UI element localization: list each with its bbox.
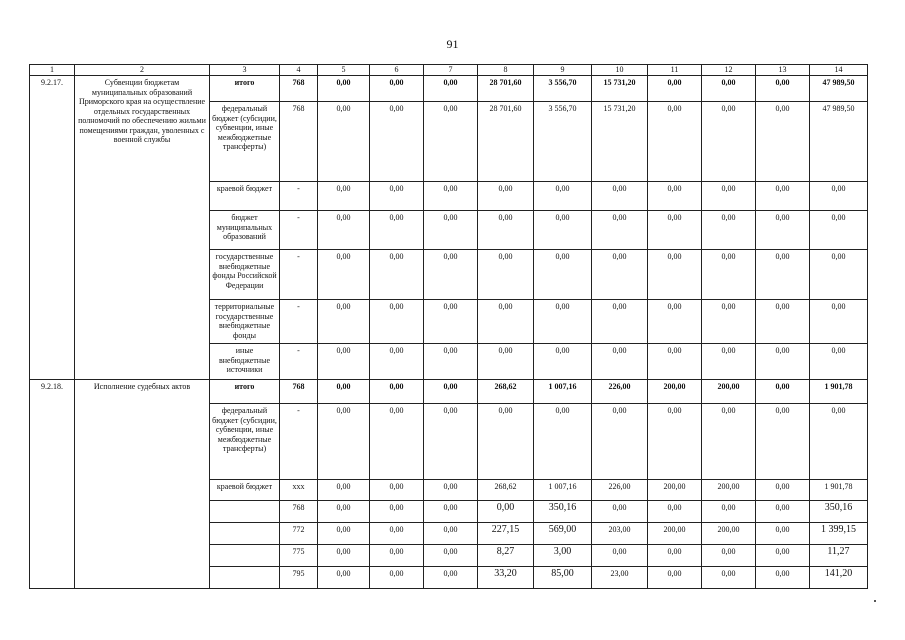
amount-cell: 200,00 (702, 480, 756, 501)
column-header: 7 (424, 65, 478, 76)
amount-cell: 1 901,78 (810, 480, 868, 501)
amount-cell: 0,00 (424, 182, 478, 211)
amount-cell: 0,00 (370, 76, 424, 102)
amount-cell: 0,00 (370, 480, 424, 501)
amount-cell: 0,00 (424, 567, 478, 589)
amount-cell: 0,00 (592, 300, 648, 344)
amount-cell: 0,00 (318, 523, 370, 545)
amount-cell: 0,00 (318, 480, 370, 501)
amount-cell: 0,00 (424, 501, 478, 523)
amount-cell: 0,00 (318, 501, 370, 523)
amount-cell: 203,00 (592, 523, 648, 545)
amount-cell: 268,62 (478, 380, 534, 404)
amount-cell: 0,00 (592, 501, 648, 523)
amount-cell: 0,00 (370, 404, 424, 480)
amount-cell: 0,00 (370, 182, 424, 211)
column-header: 10 (592, 65, 648, 76)
column-header: 6 (370, 65, 424, 76)
amount-cell: 0,00 (424, 404, 478, 480)
amount-cell: 1 007,16 (534, 380, 592, 404)
amount-cell: 0,00 (318, 211, 370, 250)
item-title: Исполнение судебных актов (75, 380, 210, 589)
column-header: 12 (702, 65, 756, 76)
amount-cell: 0,00 (702, 567, 756, 589)
amount-cell: 227,15 (478, 523, 534, 545)
amount-cell: 0,00 (756, 250, 810, 300)
department-code: 772 (280, 523, 318, 545)
funding-source: краевой бюджет (210, 480, 280, 501)
table-row (30, 380, 868, 404)
amount-cell: 0,00 (370, 250, 424, 300)
amount-cell: 0,00 (424, 523, 478, 545)
amount-cell: 1 007,16 (534, 480, 592, 501)
amount-cell: 0,00 (756, 344, 810, 380)
amount-cell: 0,00 (424, 545, 478, 567)
funding-source: итого (210, 76, 280, 102)
amount-cell: 569,00 (534, 523, 592, 545)
amount-cell: 3 556,70 (534, 76, 592, 102)
scan-speck (874, 600, 876, 602)
amount-cell: 47 989,50 (810, 76, 868, 102)
amount-cell: 0,00 (702, 76, 756, 102)
amount-cell: 3,00 (534, 545, 592, 567)
column-header: 11 (648, 65, 702, 76)
amount-cell: 0,00 (534, 182, 592, 211)
amount-cell: 85,00 (534, 567, 592, 589)
amount-cell: 0,00 (648, 182, 702, 211)
amount-cell: 0,00 (648, 211, 702, 250)
amount-cell: 0,00 (318, 182, 370, 211)
amount-cell: 0,00 (756, 501, 810, 523)
amount-cell: 0,00 (648, 545, 702, 567)
amount-cell: 0,00 (756, 523, 810, 545)
amount-cell: 28 701,60 (478, 102, 534, 182)
amount-cell: 0,00 (702, 545, 756, 567)
column-header: 2 (75, 65, 210, 76)
amount-cell: 0,00 (756, 102, 810, 182)
amount-cell: 0,00 (592, 545, 648, 567)
amount-cell: 1 399,15 (810, 523, 868, 545)
amount-cell: 0,00 (702, 404, 756, 480)
amount-cell: 0,00 (592, 344, 648, 380)
amount-cell: 0,00 (756, 300, 810, 344)
department-code: - (280, 404, 318, 480)
amount-cell: 0,00 (478, 211, 534, 250)
amount-cell: 141,20 (810, 567, 868, 589)
funding-source (210, 523, 280, 545)
funding-source: государственные внебюджетные фонды Российской Федерации (210, 250, 280, 300)
amount-cell: 23,00 (592, 567, 648, 589)
amount-cell: 0,00 (370, 380, 424, 404)
amount-cell: 0,00 (592, 404, 648, 480)
amount-cell: 0,00 (702, 182, 756, 211)
amount-cell: 0,00 (702, 501, 756, 523)
amount-cell: 0,00 (648, 300, 702, 344)
item-code: 9.2.18. (30, 380, 75, 589)
table-row (30, 76, 868, 102)
amount-cell: 0,00 (756, 567, 810, 589)
amount-cell: 0,00 (370, 211, 424, 250)
amount-cell: 0,00 (648, 404, 702, 480)
column-number-row (30, 65, 868, 76)
amount-cell: 11,27 (810, 545, 868, 567)
department-code: - (280, 250, 318, 300)
amount-cell: 0,00 (424, 250, 478, 300)
amount-cell: 200,00 (648, 380, 702, 404)
amount-cell: 0,00 (702, 211, 756, 250)
amount-cell: 0,00 (318, 380, 370, 404)
amount-cell: 0,00 (370, 102, 424, 182)
amount-cell: 0,00 (648, 567, 702, 589)
department-code: 795 (280, 567, 318, 589)
amount-cell: 0,00 (478, 182, 534, 211)
funding-source (210, 567, 280, 589)
amount-cell: 350,16 (534, 501, 592, 523)
department-code: 768 (280, 76, 318, 102)
funding-source: итого (210, 380, 280, 404)
amount-cell: 350,16 (810, 501, 868, 523)
amount-cell: 0,00 (702, 102, 756, 182)
amount-cell: 226,00 (592, 380, 648, 404)
funding-source: территориальные государственные внебюджетные фонды (210, 300, 280, 344)
amount-cell: 0,00 (478, 344, 534, 380)
column-header: 13 (756, 65, 810, 76)
amount-cell: 0,00 (478, 250, 534, 300)
amount-cell: 200,00 (702, 523, 756, 545)
amount-cell: 0,00 (370, 567, 424, 589)
amount-cell: 0,00 (370, 300, 424, 344)
amount-cell: 200,00 (648, 480, 702, 501)
amount-cell: 0,00 (318, 567, 370, 589)
amount-cell: 0,00 (424, 76, 478, 102)
amount-cell: 0,00 (810, 300, 868, 344)
column-header: 8 (478, 65, 534, 76)
column-header: 9 (534, 65, 592, 76)
column-header: 1 (30, 65, 75, 76)
amount-cell: 0,00 (318, 76, 370, 102)
amount-cell: 0,00 (478, 501, 534, 523)
funding-source: краевой бюджет (210, 182, 280, 211)
amount-cell: 15 731,20 (592, 102, 648, 182)
department-code: 768 (280, 380, 318, 404)
item-title: Субвенции бюджетам муниципальных образований Приморского края на осуществление отдельных государственных полномочий по обеспечению жильми помещениями граждан, уволенных с военной службы (75, 76, 210, 380)
amount-cell: 8,27 (478, 545, 534, 567)
amount-cell: 0,00 (534, 404, 592, 480)
amount-cell: 0,00 (756, 380, 810, 404)
amount-cell: 0,00 (648, 76, 702, 102)
department-code: - (280, 300, 318, 344)
amount-cell: 0,00 (648, 344, 702, 380)
amount-cell: 0,00 (756, 182, 810, 211)
amount-cell: 0,00 (318, 404, 370, 480)
amount-cell: 3 556,70 (534, 102, 592, 182)
item-code: 9.2.17. (30, 76, 75, 380)
department-code: 775 (280, 545, 318, 567)
amount-cell: 0,00 (648, 250, 702, 300)
amount-cell: 0,00 (810, 182, 868, 211)
amount-cell: 15 731,20 (592, 76, 648, 102)
amount-cell: 0,00 (424, 102, 478, 182)
column-header: 5 (318, 65, 370, 76)
column-header: 3 (210, 65, 280, 76)
department-code: 768 (280, 501, 318, 523)
funding-source (210, 501, 280, 523)
department-code: 768 (280, 102, 318, 182)
table-body (30, 65, 868, 589)
amount-cell: 0,00 (424, 211, 478, 250)
amount-cell: 226,00 (592, 480, 648, 501)
amount-cell: 0,00 (318, 102, 370, 182)
amount-cell: 0,00 (534, 300, 592, 344)
amount-cell: 0,00 (534, 344, 592, 380)
amount-cell: 268,62 (478, 480, 534, 501)
department-code: ххх (280, 480, 318, 501)
amount-cell: 0,00 (370, 501, 424, 523)
amount-cell: 0,00 (478, 300, 534, 344)
amount-cell: 0,00 (756, 404, 810, 480)
amount-cell: 1 901,78 (810, 380, 868, 404)
amount-cell: 0,00 (370, 344, 424, 380)
amount-cell: 0,00 (318, 545, 370, 567)
amount-cell: 0,00 (648, 501, 702, 523)
amount-cell: 28 701,60 (478, 76, 534, 102)
amount-cell: 33,20 (478, 567, 534, 589)
amount-cell: 0,00 (756, 211, 810, 250)
amount-cell: 47 989,50 (810, 102, 868, 182)
amount-cell: 200,00 (702, 380, 756, 404)
amount-cell: 0,00 (756, 545, 810, 567)
amount-cell: 0,00 (702, 250, 756, 300)
funding-source: федеральный бюджет (субсидии, субвенции, иные межбюджетные трансферты) (210, 102, 280, 182)
amount-cell: 0,00 (534, 211, 592, 250)
column-header: 4 (280, 65, 318, 76)
amount-cell: 0,00 (648, 102, 702, 182)
department-code: - (280, 344, 318, 380)
amount-cell: 0,00 (702, 344, 756, 380)
amount-cell: 0,00 (534, 250, 592, 300)
amount-cell: 0,00 (592, 211, 648, 250)
amount-cell: 0,00 (810, 211, 868, 250)
amount-cell: 0,00 (702, 300, 756, 344)
amount-cell: 0,00 (318, 250, 370, 300)
funding-source: иные внебюджетные источники (210, 344, 280, 380)
amount-cell: 0,00 (478, 404, 534, 480)
amount-cell: 0,00 (810, 250, 868, 300)
amount-cell: 0,00 (424, 380, 478, 404)
amount-cell: 0,00 (592, 250, 648, 300)
funding-source: федеральный бюджет (субсидии, субвенции, иные межбюджетные трансферты) (210, 404, 280, 480)
department-code: - (280, 211, 318, 250)
amount-cell: 0,00 (810, 344, 868, 380)
amount-cell: 0,00 (592, 182, 648, 211)
amount-cell: 0,00 (424, 344, 478, 380)
amount-cell: 0,00 (756, 76, 810, 102)
department-code: - (280, 182, 318, 211)
amount-cell: 0,00 (318, 344, 370, 380)
funding-source (210, 545, 280, 567)
amount-cell: 200,00 (648, 523, 702, 545)
amount-cell: 0,00 (370, 545, 424, 567)
amount-cell: 0,00 (756, 480, 810, 501)
amount-cell: 0,00 (810, 404, 868, 480)
funding-source: бюджет муниципальных образований (210, 211, 280, 250)
amount-cell: 0,00 (424, 300, 478, 344)
amount-cell: 0,00 (424, 480, 478, 501)
column-header: 14 (810, 65, 868, 76)
page-number: 91 (446, 37, 459, 51)
amount-cell: 0,00 (318, 300, 370, 344)
amount-cell: 0,00 (370, 523, 424, 545)
budget-table (29, 64, 868, 589)
